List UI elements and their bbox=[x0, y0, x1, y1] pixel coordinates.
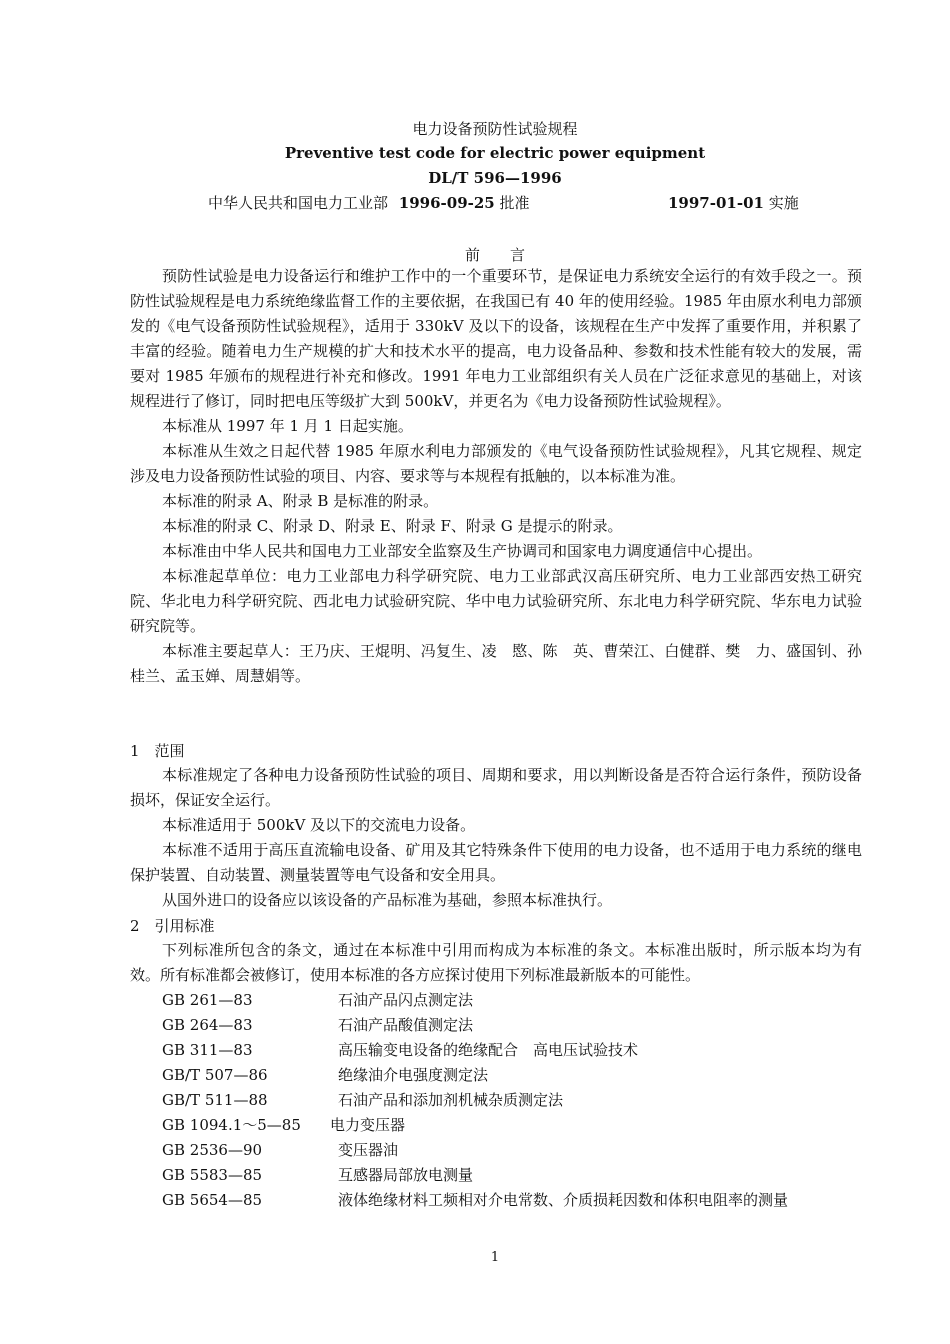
foreword-paragraph: 本标准的附录 C、附录 D、附录 E、附录 F、附录 G 是提示的附录。 bbox=[162, 517, 623, 535]
title-english: Preventive test code for electric power equipment bbox=[284, 144, 706, 162]
reference-title: 液体绝缘材料工频相对介电常数、介质损耗因数和体积电阻率的测量 bbox=[338, 1191, 789, 1209]
reference-title: 石油产品闪点测定法 bbox=[338, 991, 474, 1009]
issuer: 中华人民共和国电力工业部 bbox=[208, 194, 389, 212]
reference-code: GB/T 511—88 bbox=[162, 1091, 268, 1109]
reference-title: 绝缘油介电强度测定法 bbox=[338, 1066, 489, 1084]
reference-code: GB 311—83 bbox=[162, 1041, 253, 1059]
reference-code: GB 2536—90 bbox=[162, 1141, 263, 1159]
foreword-paragraph: 本标准主要起草人：王乃庆、王焜明、冯复生、凌 愍、陈 英、曹荣江、白健群、樊 力、盛国钊、孙桂兰、孟玉婵、周慧娟等。 bbox=[130, 642, 862, 685]
section-2-paragraph: 下列标准所包含的条文，通过在本标准中引用而构成为本标准的条文。本标准出版时，所示版本均为有效。所有标准都会被修订，使用本标准的各方应探讨使用下列标准最新版本的可能性。 bbox=[130, 941, 862, 984]
foreword-paragraph: 本标准从生效之日起代替 1985 年原水利电力部颁发的《电气设备预防性试验规程》，凡其它规程、规定涉及电力设备预防性试验的项目、内容、要求等与本规程有抵触的，以本标准为准。 bbox=[130, 442, 862, 485]
reference-code: GB 5583—85 bbox=[162, 1166, 263, 1184]
effective-date: 1997-01-01 bbox=[668, 194, 764, 212]
section-1-paragraph: 本标准适用于 500kV 及以下的交流电力设备。 bbox=[162, 816, 476, 834]
foreword-body bbox=[130, 264, 862, 689]
section-2-intro bbox=[130, 938, 862, 988]
page-number: 1 bbox=[490, 1250, 500, 1265]
approve-label: 批准 bbox=[499, 194, 530, 212]
title-chinese: 电力设备预防性试验规程 bbox=[412, 120, 578, 138]
reference-code: GB 261—83 bbox=[162, 991, 253, 1009]
reference-title: 石油产品酸值测定法 bbox=[338, 1016, 474, 1034]
approve-date: 1996-09-25 bbox=[398, 194, 495, 212]
foreword-heading: 前 言 bbox=[464, 246, 525, 264]
section-1-paragraph: 本标准不适用于高压直流输电设备、矿用及其它特殊条件下使用的电力设备，也不适用于电力系统的继电保护装置、自动装置、测量装置等电气设备和安全用具。 bbox=[130, 841, 862, 884]
section-1-body bbox=[130, 763, 862, 913]
reference-code: GB 264—83 bbox=[162, 1016, 253, 1034]
foreword-paragraph: 本标准的附录 A、附录 B 是标准的附录。 bbox=[162, 492, 439, 510]
section-1-heading: 1 范围 bbox=[130, 742, 185, 760]
reference-title: 互感器局部放电测量 bbox=[338, 1166, 474, 1184]
reference-code: GB/T 507—86 bbox=[162, 1066, 268, 1084]
reference-title: 高压输变电设备的绝缘配合 高电压试验技术 bbox=[338, 1041, 639, 1059]
foreword-paragraph: 本标准由中华人民共和国电力工业部安全监察及生产协调司和国家电力调度通信中心提出。 bbox=[162, 542, 763, 560]
foreword-paragraph: 本标准起草单位：电力工业部电力科学研究院、电力工业部武汉高压研究所、电力工业部西安热工研究院、华北电力科学研究院、西北电力试验研究院、华中电力试验研究所、东北电力科学研究院、华东电力试验研究院等。 bbox=[130, 567, 862, 635]
reference-title: 变压器油 bbox=[338, 1141, 399, 1159]
foreword-paragraph: 本标准从 1997 年 1 月 1 日起实施。 bbox=[162, 417, 413, 435]
effective-line bbox=[668, 192, 799, 213]
effective-label: 实施 bbox=[768, 194, 799, 212]
section-1-paragraph: 本标准规定了各种电力设备预防性试验的项目、周期和要求，用以判断设备是否符合运行条件，预防设备损坏，保证安全运行。 bbox=[130, 766, 862, 809]
reference-title: 电力变压器 bbox=[330, 1116, 406, 1134]
approval-line bbox=[208, 192, 530, 213]
section-1-paragraph: 从国外进口的设备应以该设备的产品标准为基础，参照本标准执行。 bbox=[162, 891, 613, 909]
reference-code: GB 1094.1～5—85 bbox=[162, 1116, 301, 1134]
standard-code: DL/T 596—1996 bbox=[428, 169, 562, 187]
reference-code: GB 5654—85 bbox=[162, 1191, 263, 1209]
section-2-heading: 2 引用标准 bbox=[130, 917, 215, 935]
reference-title: 石油产品和添加剂机械杂质测定法 bbox=[338, 1091, 564, 1109]
foreword-paragraph: 预防性试验是电力设备运行和维护工作中的一个重要环节，是保证电力系统安全运行的有效手段之一。预防性试验规程是电力系统绝缘监督工作的主要依据，在我国已有 40 年的使用经验。1985 年由原水利电力部颁发的《电气设备预防性试验规程》，适用于 330kV 及以下的设备，该规程在生产中发挥了重要作用，并积累了丰富的经验。随着电力生产规模的扩大和技术水平的提高，电力设备品种、参数和技术性能有较大的发展，需要对 1985 年颁布的规程进行补充和修改。1991 年电力工业部组织有关人员在广泛征求意见的基础上，对该规程进行了修订，同时把电压等级扩大到 500kV，并更名为《电力设备预防性试验规程》。 bbox=[130, 267, 862, 410]
